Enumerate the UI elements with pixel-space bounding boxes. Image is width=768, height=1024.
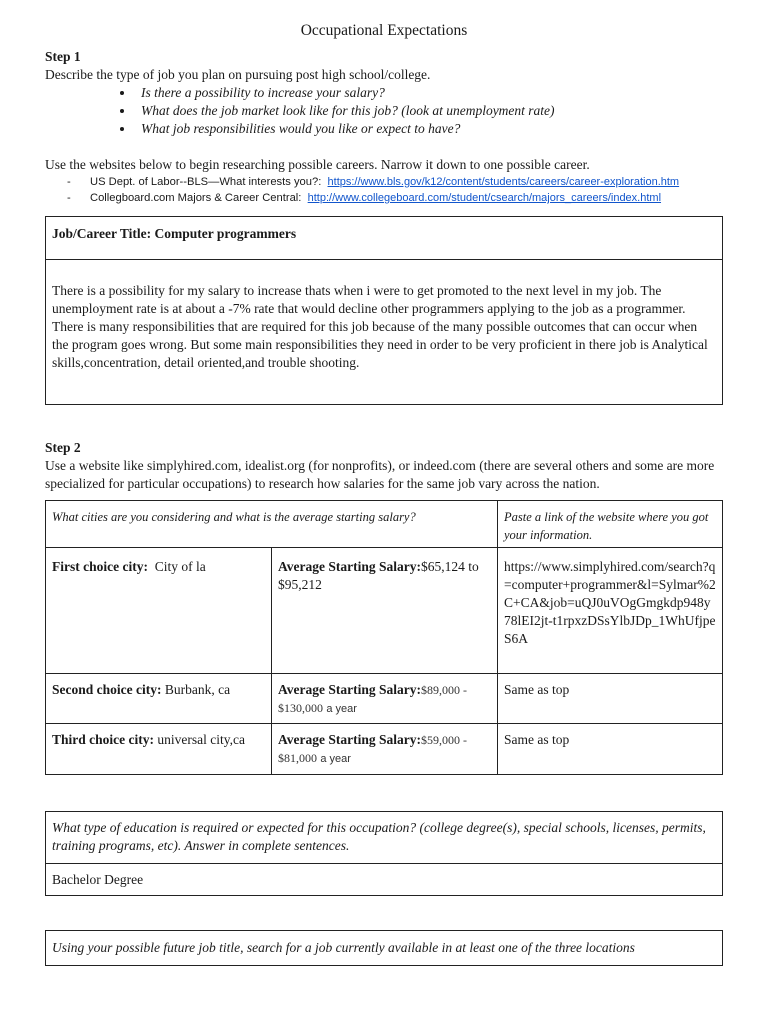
salary-suffix: a year bbox=[326, 703, 357, 715]
resource-link-list bbox=[45, 174, 723, 206]
city-label: First choice city: bbox=[52, 559, 148, 574]
job-answer-cell[interactable]: There is a possibility for my salary to increase thats when i were to get promoted to the next level in my job. The unemployment rate is at about a -7% rate that would decline other programmers applying to the job as a programmer. There is many responsibilities that are required for this job because of the many possible outcomes that can occur when the program goes wrong. But some main responsibilities they need in order to be very proficient in there job is Analytical skills,concentration, detail oriented,and trouble shooting. bbox=[46, 260, 723, 405]
source-link-cell[interactable]: Same as top bbox=[498, 724, 723, 775]
salary-cell[interactable] bbox=[272, 548, 498, 674]
city-value: universal city,ca bbox=[157, 732, 245, 747]
bullet-item: • Is there a possibility to increase your salary? bbox=[135, 84, 723, 102]
step1-bullet-list bbox=[45, 84, 723, 138]
resource-label: Collegboard.com Majors & Career Central: bbox=[90, 192, 302, 204]
job-title-table bbox=[45, 216, 723, 405]
page-title: Occupational Expectations bbox=[300, 22, 468, 39]
table-row bbox=[46, 548, 723, 674]
salary-label: Average Starting Salary: bbox=[278, 732, 421, 747]
bls-link[interactable]: https://www.bls.gov/k12/content/students/careers/career-exploration.htm bbox=[327, 176, 680, 188]
table-row bbox=[46, 724, 723, 775]
salary-value: $65,124 to $95,212 bbox=[278, 559, 479, 592]
city-value: City of la bbox=[154, 559, 206, 574]
resource-item bbox=[67, 190, 723, 206]
table-row bbox=[46, 674, 723, 724]
salary-cell[interactable] bbox=[272, 674, 498, 724]
collegeboard-link[interactable]: http://www.collegeboard.com/student/csearch/majors_careers/index.html bbox=[307, 192, 662, 204]
research-instructions: Use the websites below to begin researching possible careers. Narrow it down to one possible career. bbox=[45, 157, 590, 172]
source-link-cell[interactable]: https://www.simplyhired.com/search?q=computer+programmer&l=Sylmar%2C+CA&job=uQJ0uVOgGmgkdp948y78lEI2jt-t1rpxzDSsYlbJDp_1WhUfjpeS6A bbox=[498, 548, 723, 674]
step2-intro: Use a website like simplyhired.com, idealist.org (for nonprofits), or indeed.com (there are several others and some are more specialized for particular occupations) to research how salaries for the same job vary across the nation. bbox=[45, 458, 715, 491]
job-search-table bbox=[45, 930, 723, 966]
salary-cell[interactable] bbox=[272, 724, 498, 775]
step1-intro: Describe the type of job you plan on pursuing post high school/college. bbox=[45, 67, 431, 82]
bullet-item: • What does the job market look like for this job? (look at unemployment rate) bbox=[135, 102, 723, 120]
source-link-cell[interactable]: Same as top bbox=[498, 674, 723, 724]
salary-value: $89,000 - $130,000 bbox=[278, 683, 467, 715]
education-answer[interactable]: Bachelor Degree bbox=[46, 864, 723, 896]
city-value: Burbank, ca bbox=[164, 682, 231, 697]
city-cell[interactable] bbox=[46, 674, 272, 724]
education-table bbox=[45, 811, 723, 896]
job-title-cell: Job/Career Title: Computer programmers bbox=[46, 217, 723, 260]
step1-heading: Step 1 bbox=[45, 49, 81, 64]
city-label: Second choice city: bbox=[52, 682, 162, 697]
salary-header-question: What cities are you considering and what is the average starting salary? bbox=[46, 501, 498, 548]
resource-label: US Dept. of Labor--BLS—What interests you?: bbox=[90, 176, 322, 188]
city-cell[interactable] bbox=[46, 724, 272, 775]
salary-table bbox=[45, 500, 723, 775]
document-page bbox=[45, 18, 723, 966]
salary-header-link: Paste a link of the website where you got your information. bbox=[498, 501, 723, 548]
city-cell[interactable] bbox=[46, 548, 272, 674]
step2-heading: Step 2 bbox=[45, 440, 81, 455]
salary-label: Average Starting Salary: bbox=[278, 682, 421, 697]
salary-label: Average Starting Salary: bbox=[278, 559, 421, 574]
resource-item bbox=[67, 174, 723, 190]
education-question: What type of education is required or expected for this occupation? (college degree(s), special schools, licenses, permits, training programs, etc). Answer in complete sentences. bbox=[46, 812, 723, 864]
salary-suffix: a year bbox=[320, 753, 351, 765]
salary-value: $59,000 - $81,000 bbox=[278, 733, 467, 765]
bullet-item: • What job responsibilities would you like or expect to have? bbox=[135, 120, 723, 138]
job-search-prompt: Using your possible future job title, search for a job currently available in at least one of the three locations bbox=[46, 931, 723, 966]
city-label: Third choice city: bbox=[52, 732, 154, 747]
